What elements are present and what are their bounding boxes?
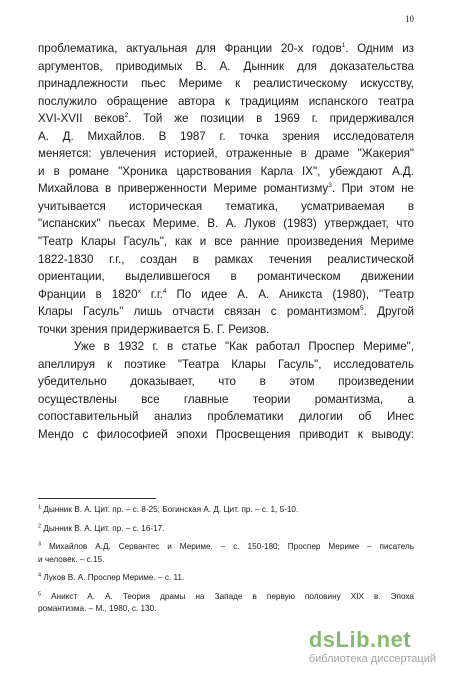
footnote-ref: х bbox=[137, 287, 141, 295]
footnote-text: Аникст А. А. Теория драмы на Западе в первую половину XIX в. Эпоха bbox=[41, 591, 414, 601]
footnote bbox=[38, 572, 414, 585]
footnote-ref: 1 bbox=[341, 42, 346, 50]
footnote-text: и человек. – с.15. bbox=[38, 554, 105, 564]
line-text: "испанских" пьесах Мериме. В. А. Луков (1983) утверждает, что bbox=[38, 217, 414, 231]
line-text: г.г. bbox=[140, 287, 163, 301]
footnote-number: 4 bbox=[38, 572, 42, 579]
line-text: точки зрения придерживается Б. Г. Реизов. bbox=[38, 322, 270, 336]
line-text: Уже в 1932 г. в статье "Как работал Проспер Мериме", bbox=[74, 340, 414, 354]
line-text: Клары Гасуль" лишь отчасти связан с романтизмом bbox=[38, 305, 361, 319]
footnote-ref: 2 bbox=[124, 112, 129, 120]
text-line bbox=[38, 321, 414, 339]
line-text: 1822-1830 г.г., создан в рамках течения реалистической bbox=[38, 252, 414, 266]
line-text: меняется: увлечения историей, отраженные в драме "Жакерия" bbox=[38, 147, 414, 161]
footnote-text: Луков В. А. Проспер Мериме. – с. 11. bbox=[41, 573, 185, 582]
line-text: осуществлены все главные теории романтизма, а bbox=[38, 392, 414, 406]
footnote bbox=[38, 541, 414, 554]
footnote-ref: 3 bbox=[328, 182, 332, 190]
text-line bbox=[38, 145, 414, 163]
text-line bbox=[38, 215, 414, 233]
footnote bbox=[38, 523, 414, 536]
footnotes bbox=[38, 504, 414, 616]
body-text bbox=[38, 40, 414, 444]
line-text: По идее А. А. Аникста (1980), "Театр bbox=[166, 287, 414, 301]
page-number: 10 bbox=[405, 14, 414, 24]
line-text: Мендо с философией эпохи Просвещения приводит к выводу: bbox=[38, 428, 414, 442]
footnote-number: 1 bbox=[38, 504, 42, 511]
line-text: сопоставительный анализ проблематики дилогии об Инес bbox=[38, 410, 414, 424]
line-text: А. Д. Михайлов. В 1987 г. точка зрения исследователя bbox=[38, 129, 414, 143]
line-text: проблематика, актуальная для Франции 20-х годов bbox=[38, 42, 342, 55]
text-line bbox=[38, 338, 414, 356]
footnote-number: 2 bbox=[38, 522, 42, 529]
line-text: Франции в 1820 bbox=[38, 287, 138, 301]
text-line bbox=[38, 408, 414, 426]
text-line bbox=[38, 128, 414, 146]
footnote bbox=[38, 603, 414, 616]
text-line bbox=[38, 58, 414, 76]
footnote-text: Дынник В. А. Цит. пр. – с. 16-17. bbox=[41, 523, 165, 533]
watermark-logo: dsLib.net bbox=[308, 627, 412, 652]
text-line bbox=[38, 373, 414, 391]
footnote-text: Михайлов А.Д. Сервантес и Мериме. – с. 150-180; Проспер Мериме – писатель bbox=[41, 542, 414, 551]
text-line bbox=[38, 286, 414, 304]
footnote-ref: 4 bbox=[162, 287, 167, 295]
text-line bbox=[38, 268, 414, 286]
line-text: послужило обращение автора к традициям испанского театра bbox=[38, 94, 414, 108]
line-text: XVI-XVII веков bbox=[38, 112, 125, 126]
line-text: аргументов, приводимых В. А. Дынник для доказательства bbox=[38, 59, 414, 73]
line-text: . При этом не bbox=[331, 182, 414, 196]
text-line bbox=[38, 180, 414, 198]
line-text: . Другой bbox=[363, 305, 414, 319]
footnote bbox=[38, 504, 414, 517]
footnote-text: романтизма. – М., 1980, с. 130. bbox=[38, 604, 157, 613]
text-line bbox=[38, 233, 414, 251]
line-text: убедительно доказывает, что в этом произведении bbox=[38, 375, 414, 389]
line-text: . Одним из bbox=[345, 42, 414, 55]
text-line bbox=[38, 93, 414, 111]
text-line bbox=[38, 40, 414, 58]
line-text: . Той же позиции в 1969 г. придерживался bbox=[128, 112, 415, 126]
text-line bbox=[38, 198, 414, 216]
line-text: учитывается историческая тематика, усматриваемая в bbox=[38, 199, 414, 213]
text-line bbox=[38, 163, 414, 181]
footnote-number: 5 bbox=[38, 590, 42, 597]
line-text: "Театр Клары Гасуль", как и все ранние произведения Мериме bbox=[38, 235, 414, 249]
footnote-text: Дынник В. А. Цит. пр. – с. 8-25; Богинская А. Д. Цит. пр. – с. 1, 5-10. bbox=[41, 505, 299, 514]
text-line bbox=[38, 303, 414, 321]
line-text: апеллируя к поэтике "Театра Клары Гасуль", исследователь bbox=[38, 357, 414, 371]
line-text: принадлежности пьес Мериме к реалистическому искусству, bbox=[38, 77, 414, 91]
footnote-ref: 5 bbox=[360, 305, 364, 313]
watermark bbox=[309, 628, 436, 666]
footnote bbox=[38, 554, 414, 567]
line-text: и в романе "Хроника царствования Карла IX", убеждают А.Д. bbox=[38, 164, 414, 178]
text-line bbox=[38, 426, 414, 444]
text-line bbox=[38, 391, 414, 409]
footnote-number: 3 bbox=[38, 541, 42, 548]
footnote bbox=[38, 591, 414, 604]
line-text: Михайлова в приверженности Мериме романтизму bbox=[38, 182, 329, 196]
text-line bbox=[38, 356, 414, 374]
text-line bbox=[38, 75, 414, 93]
footnote-separator bbox=[38, 498, 156, 499]
watermark-tagline: библиотека диссертаций bbox=[308, 653, 436, 665]
text-line bbox=[38, 110, 414, 128]
line-text: ориентации, выделившегося в романтическом движении bbox=[38, 270, 414, 284]
text-line bbox=[38, 251, 414, 269]
